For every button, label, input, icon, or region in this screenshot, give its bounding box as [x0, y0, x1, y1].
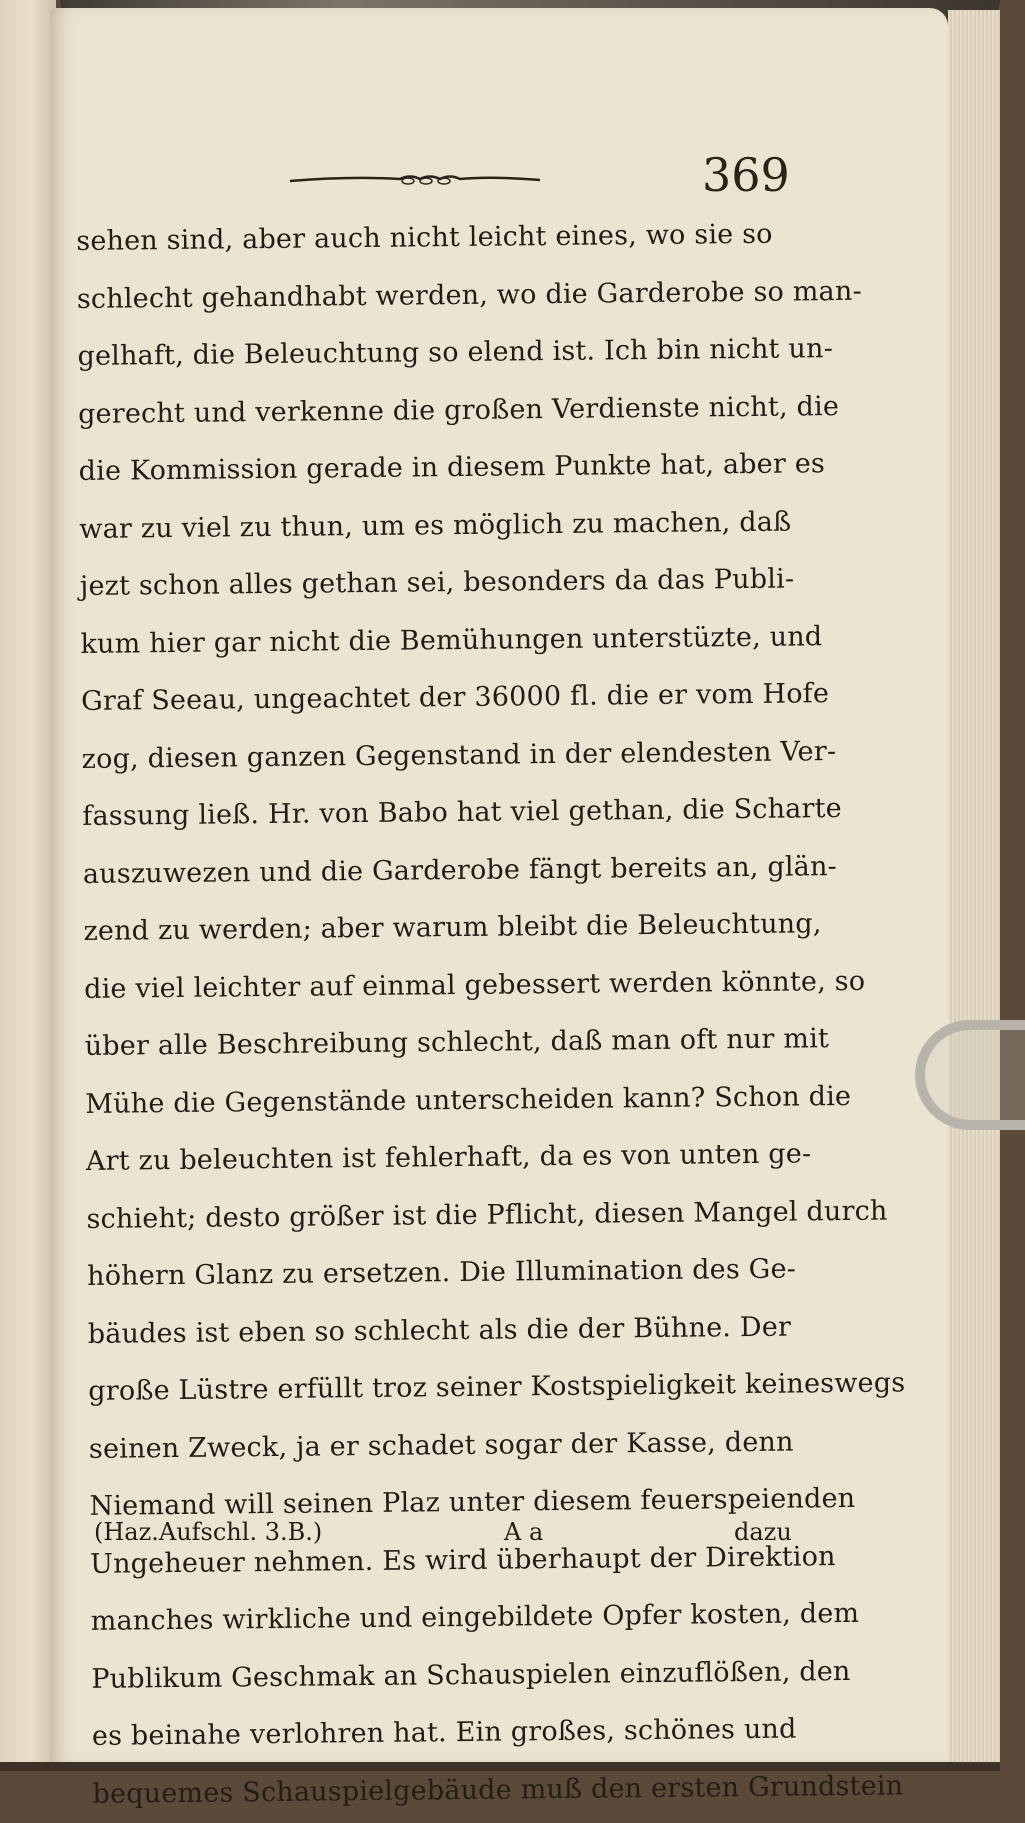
text-line: es beinahe verlohren hat. Ein großes, schönes und [91, 1713, 797, 1752]
text-line: fassung ließ. Hr. von Babo hat viel gethan, die Scharte [82, 793, 843, 832]
text-line: zend zu werden; aber warum bleibt die Beleuchtung, [83, 908, 822, 947]
text-line: höhern Glanz zu ersetzen. Die Illumination des Ge- [86, 1253, 797, 1292]
text-line: schieht; desto größer ist die Pflicht, diesen Mangel durch [86, 1195, 888, 1235]
catchword: dazu [734, 1518, 792, 1546]
facing-page-edge [0, 0, 56, 1771]
text-line: Graf Seeau, ungeachtet der 36000 fl. die er vom Hofe [80, 678, 830, 717]
text-line: Mühe die Gegenstände unterscheiden kann? Schon die [85, 1080, 852, 1120]
text-line: seinen Zweck, ja er schadet sogar der Kasse, denn [88, 1426, 794, 1465]
text-line: zog, diesen ganzen Gegenstand in der elendesten Ver- [81, 735, 837, 775]
text-line: die viel leichter auf einmal gebessert werden könnte, so [83, 965, 866, 1005]
text-line: die Kommission gerade in diesem Punkte hat, aber es [78, 448, 826, 487]
signature-line: (Haz.Aufschl. 3.B.) [94, 1518, 323, 1546]
page-footer [94, 1518, 794, 1558]
text-line: bequemes Schauspielgebäude muß den ersten Grundstein [92, 1769, 904, 1810]
text-line: Publikum Geschmak an Schauspielen einzuflößen, den [91, 1655, 851, 1695]
text-line: war zu viel zu thun, um es möglich zu machen, daß [79, 506, 792, 545]
body-text [76, 205, 906, 1823]
text-line: gerecht und verkenne die großen Verdienste nicht, die [77, 390, 840, 430]
header-ornament [290, 172, 540, 188]
signature-mark: A a [504, 1518, 544, 1546]
text-line: schlecht gehandhabt werden, wo die Garderobe so man- [76, 275, 862, 315]
text-line: über alle Beschreibung schlecht, daß man oft nur mit [84, 1023, 830, 1062]
page-stack-edge [948, 10, 1000, 1763]
text-line: große Lüstre erfüllt troz seiner Kostspieligkeit keineswegs [88, 1367, 906, 1407]
text-line: sehen sind, aber auch nicht leicht eines, wo sie so [76, 218, 773, 257]
text-line: bäudes ist eben so schlecht als die der Bühne. Der [87, 1311, 792, 1350]
text-line: jezt schon alles gethan sei, besonders da das Publi- [79, 563, 795, 602]
text-line: Ungeheuer nehmen. Es wird überhaupt der Direktion [89, 1540, 836, 1580]
text-line: kum hier gar nicht die Bemühungen unterstüzte, und [80, 620, 823, 660]
page-number: 369 [702, 148, 790, 202]
text-line: manches wirkliche und eingebildete Opfer kosten, dem [90, 1597, 860, 1637]
text-line: gelhaft, die Beleuchtung so elend ist. Ich bin nicht un- [77, 333, 834, 372]
page-clip [915, 1020, 1025, 1130]
text-line: auszuwezen und die Garderobe fängt bereits an, glän- [82, 850, 838, 890]
text-line: Niemand will seinen Plaz unter diesem feuerspeienden [89, 1482, 856, 1522]
text-line: Art zu beleuchten ist fehlerhaft, da es von unten ge- [85, 1138, 812, 1177]
